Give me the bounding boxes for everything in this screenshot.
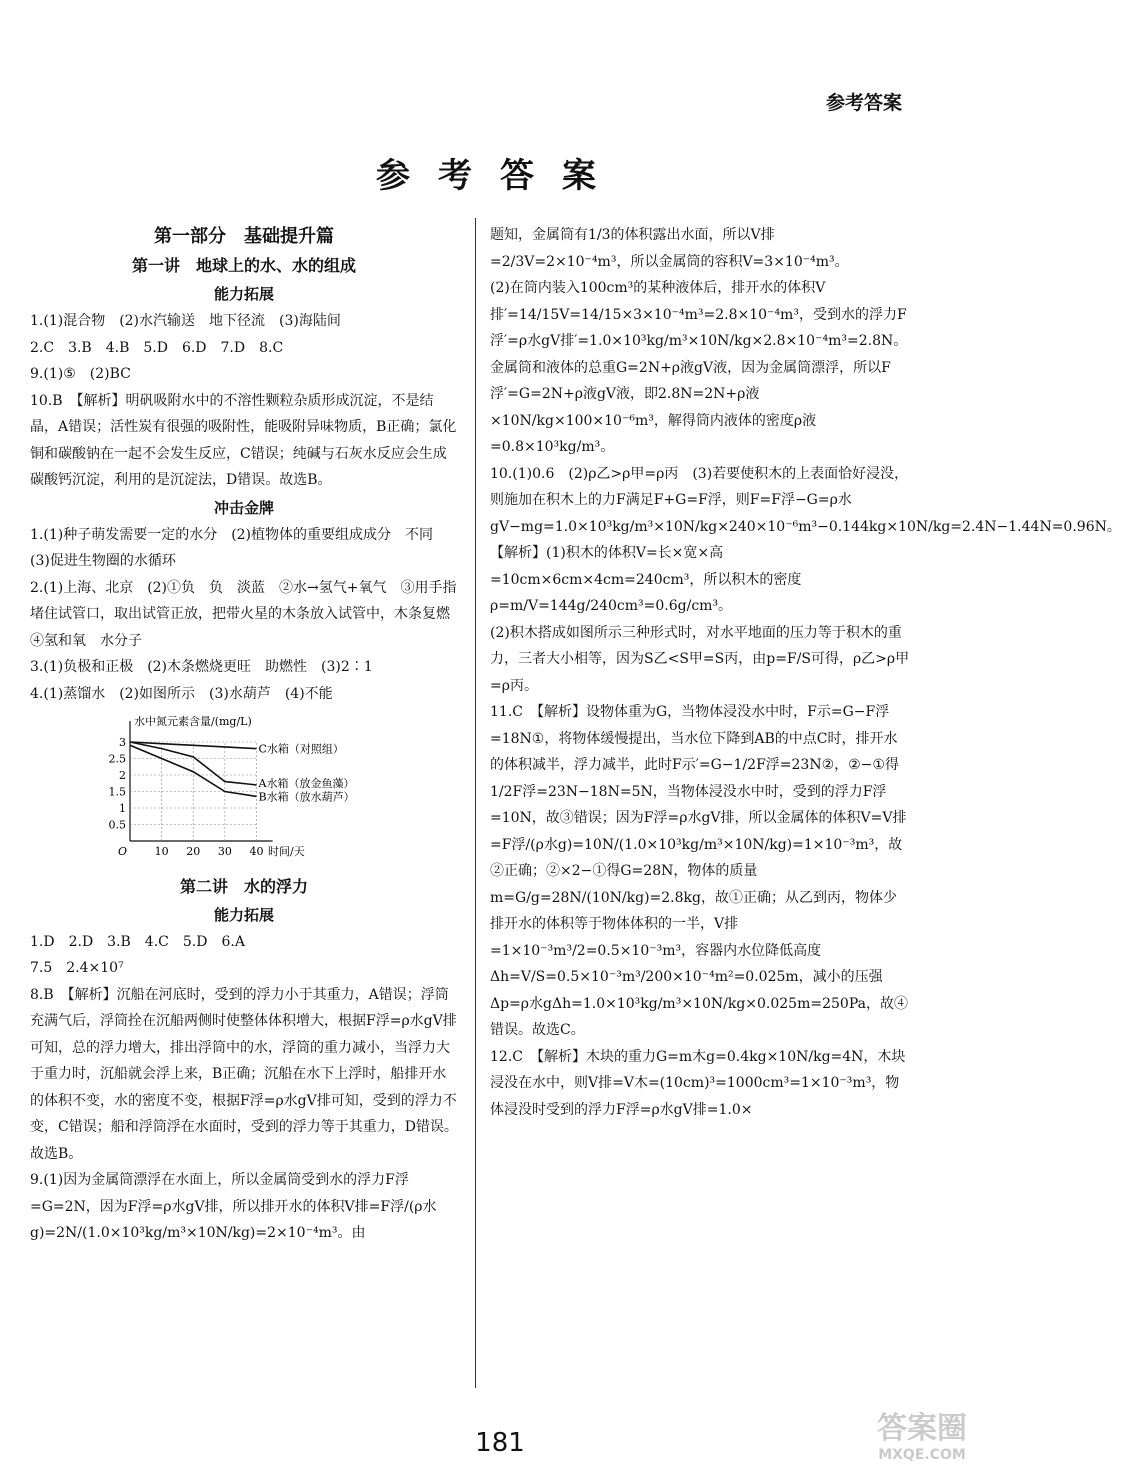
right-column: [490, 222, 1121, 1123]
answer-paragraph: 8.B 【解析】沉船在河底时，受到的浮力小于其重力，A错误；浮筒充满气后，浮筒拴在沉船两侧时使整体体积增大，根据F浮=ρ水gV排可知，总的浮力增大，排出浮筒中的水，浮筒的重力减小，当浮力大于重力时，沉船就会浮上来，B正确；沉船在水下上浮时，船排开水的体积不变，水的密度不变，根据F浮=ρ水gV排可知，受到的浮力不变，C错误；船和浮筒浮在水面时，受到的浮力等于其重力，D错误。故选B。: [30, 986, 458, 1162]
answer-paragraph: 10.B 【解析】明矾吸附水中的不溶性颗粒杂质形成沉淀，不是结晶，A错误；活性炭有很强的吸附性，能吸附异味物质，B正确；氯化铜和碳酸钠在一起不会发生反应，C错误；纯碱与石灰水反应会生成碳酸钙沉淀，利用的是沉淀法，D错误。故选B。: [30, 392, 457, 488]
watermark-text: 答案圈: [877, 1411, 967, 1446]
lecture-heading: 第二讲 水的浮力: [179, 876, 308, 896]
answer-paragraph: 11.C 【解析】设物体重为G，当物体浸没水中时，F示=G−F浮=18N①，将物体缓慢提出，当水位下降到AB的中点C时，排开水的体积减半，浮力减半，此时F示′=G−1/2F浮=23N②，②−①得1/2F浮=23N−18N=5N，当物体浸没水中时，受到的浮力F浮=10N，故③错误；因为F浮=ρ水gV排，所以金属体的体积V=V排=F浮/(ρ水g)=10N/(1.0×10³kg/m³×10N/kg)=1×10⁻³m³，故②正确；②×2−①得G=28N，物体的质量m=G/g=28N/(10N/kg)=2.8kg，故①正确；从乙到丙，物体少排开水的体积等于物体体积的一半，V排=1×10⁻³m³/2=0.5×10⁻³m³，容器内水位降低高度Δh=V/S=0.5×10⁻³m³/200×10⁻⁴m²=0.025m，减小的压强Δp=ρ水gΔh=1.0×10³kg/m³×10N/kg×0.025m=250Pa，故④错误。故选C。: [490, 704, 908, 1038]
y-tick-label: 1.5: [108, 785, 126, 799]
answer-paragraph: 1.(1)混合物 (2)水汽输送 地下径流 (3)海陆间: [30, 313, 341, 329]
column-divider: [475, 218, 476, 1388]
answer-paragraph: 9.(1)⑤ (2)BC: [30, 366, 131, 382]
x-tick-label: 10: [154, 845, 169, 858]
answer-paragraph: 2.C 3.B 4.B 5.D 6.D 7.D 8.C: [30, 339, 284, 356]
running-header: 参考答案: [825, 92, 902, 114]
part-heading: 第一部分 基础提升篇: [154, 226, 334, 247]
y-axis-label: 水中氮元素含量/(mg/L): [134, 715, 252, 728]
series-label: B水箱（放水葫芦）: [258, 790, 355, 804]
x-tick-label: 20: [186, 845, 201, 858]
answer-paragraph: (2)在筒内装入100cm³的某种液体后，排开水的体积V排′=14/15V=14/15×3×10⁻⁴m³=2.8×10⁻⁴m³，受到水的浮力F浮′=ρ水gV排′=1.0×10³kg/m³×10N/kg×2.8×10⁻⁴m³=2.8N。金属筒和液体的总重G=2N+ρ液gV液，因为金属筒漂浮，所以F浮′=G=2N+ρ液gV液，即2.8N=2N+ρ液×10N/kg×100×10⁻⁶m³，解得筒内液体的密度ρ液=0.8×10³kg/m³。: [490, 280, 908, 455]
answer-paragraph: 7.5 2.4×10⁷: [30, 960, 124, 976]
y-tick-label: 0.5: [108, 818, 126, 832]
y-tick-label: 3: [119, 736, 126, 749]
watermark-url: MXQE.COM: [878, 1447, 966, 1463]
answer-paragraph: 2.(1)上海、北京 (2)①负 负 淡蓝 ②水→氢气+氧气 ③用手指堵住试管口，取出试管正放，把带火星的木条放入试管中，木条复燃 ④氢和氧 水分子: [30, 579, 464, 649]
section-heading: 能力拓展: [213, 285, 274, 303]
y-tick-label: 1: [119, 802, 126, 815]
left-column: [30, 222, 464, 1247]
x-tick-label: 40: [249, 845, 264, 858]
page-title: 参考答案: [376, 156, 624, 196]
answer-paragraph: 9.(1)因为金属筒漂浮在水面上，所以金属筒受到水的浮力F浮=G=2N，因为F浮=ρ水gV排，所以排开水的体积V排=F浮/(ρ水g)=2N/(1.0×10³kg/m³×10N/kg)=2×10⁻⁴m³。由: [30, 1172, 437, 1241]
x-axis-label: 时间/天: [268, 845, 305, 858]
answer-paragraph: 3.(1)负极和正极 (2)木条燃烧更旺 助燃性 (3)2∶1: [30, 659, 373, 675]
x-tick-label: 30: [217, 845, 232, 858]
answer-paragraph: 1.D 2.D 3.B 4.C 5.D 6.A: [30, 933, 245, 950]
answer-paragraph: 题知，金属筒有1/3的体积露出水面，所以V排=2/3V=2×10⁻⁴m³，所以金属筒的容积V=3×10⁻⁴m³。: [490, 227, 849, 270]
answer-paragraph: (2)积木搭成如图所示三种形式时，对水平地面的压力等于积木的重力，三者大小相等，因为S乙<S甲=S丙，由p=F/S可得，ρ乙>ρ甲=ρ丙。: [490, 624, 910, 694]
lecture-heading: 第一讲 地球上的水、水的组成: [131, 256, 356, 275]
answer-paragraph: 12.C 【解析】木块的重力G=m木g=0.4kg×10N/kg=4N，木块浸没在水中，则V排=V木=(10cm)³=1000cm³=1×10⁻³m³，物体浸没时受到的浮力F浮=ρ水gV排=1.0×: [490, 1048, 906, 1118]
answer-paragraph: 1.(1)种子萌发需要一定的水分 (2)植物体的重要组成成分 不同 (3)促进生物圈的水循环: [30, 526, 448, 569]
section-heading: 能力拓展: [213, 905, 274, 924]
answer-paragraph: 【解析】(1)积木的体积V=长×宽×高=10cm×6cm×4cm=240cm³，所以积木的密度ρ=m/V=144g/240cm³=0.6g/cm³。: [490, 545, 802, 614]
section-heading: 冲击金牌: [213, 498, 274, 517]
answer-paragraph: 4.(1)蒸馏水 (2)如图所示 (3)水葫芦 (4)不能: [30, 685, 333, 702]
series-label: C水箱（对照组）: [258, 742, 344, 756]
nitrogen-chart: [90, 711, 400, 861]
origin-label: O: [118, 845, 128, 858]
y-tick-label: 2: [119, 769, 126, 782]
series-label: A水箱（放金鱼藻）: [258, 776, 355, 790]
y-tick-label: 2.5: [108, 752, 126, 766]
answer-paragraph: 10.(1)0.6 (2)ρ乙>ρ甲=ρ丙 (3)若要使积木的上表面恰好浸没，则施加在积木上的力F满足F+G=F浮，则F=F浮−G=ρ水gV−mg=1.0×10³kg/m³×10N/kg×240×10⁻⁶m³−0.144kg×10N/kg=2.4N−1.44N=0.96N。: [490, 465, 1121, 535]
page-number: 181: [475, 1428, 525, 1458]
watermark-logo: [862, 1412, 982, 1470]
